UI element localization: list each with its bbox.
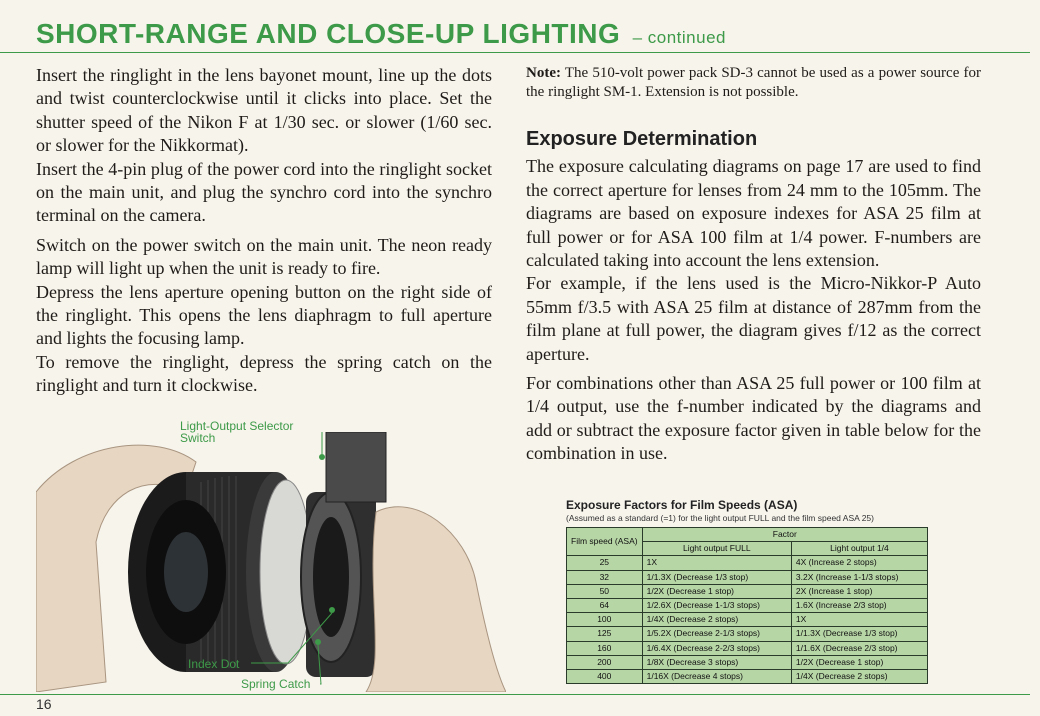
header-factor: Factor (642, 528, 927, 542)
spring-catch-label: Spring Catch (241, 677, 311, 691)
continued-label: – continued (632, 28, 726, 47)
right-column (526, 64, 981, 466)
left-column (36, 64, 492, 398)
note-label: Note: (526, 65, 561, 81)
table-row: 50 1/2X (Decrease 1 stop) 2X (Increase 1 stop) (567, 584, 928, 598)
paragraph: Insert the ringlight in the lens bayonet mount, line up the dots and twist counterclockwise until it clicks into place. Set the shutter speed of the Nikon F at 1/30 sec. or slower (1/60 sec. or slower for the Nikkormat). (36, 65, 492, 156)
table-row: 125 1/5.2X (Decrease 2-1/3 stops) 1/1.3X (Decrease 1/3 stop) (567, 627, 928, 641)
index-dot-label: Index Dot (188, 657, 240, 671)
paragraph: For combinations other than ASA 25 full power or 100 film at 1/4 output, use the f-number indicated by the diagrams and add or subtract the exposure factor given in table below for the combination in use. (526, 373, 981, 464)
paragraph: Switch on the power switch on the main unit. The neon ready lamp will light up when the unit is ready to fire. (36, 234, 492, 279)
table-row: 200 1/8X (Decrease 3 stops) 1/2X (Decrease 1 stop) (567, 655, 928, 669)
selector-switch-label: Light-Output Selector Switch (180, 419, 294, 445)
header-film-speed: Film speed (ASA) (567, 528, 643, 556)
note-text: The 510-volt power pack SD-3 cannot be used as a power source for the ringlight SM-1. Extension is not possible. (526, 65, 981, 100)
page-title-text: SHORT-RANGE AND CLOSE-UP LIGHTING (36, 18, 621, 49)
bottom-divider (0, 694, 1030, 695)
note (526, 64, 981, 102)
table-row: 64 1/2.6X (Decrease 1-1/3 stops) 1.6X (Increase 2/3 stop) (567, 598, 928, 612)
ringlight-illustration (36, 432, 506, 692)
section-heading: Exposure Determination (526, 128, 758, 150)
title-divider (0, 52, 1030, 53)
table-title: Exposure Factors for Film Speeds (ASA) (566, 498, 798, 512)
paragraph: For example, if the lens used is the Micro-Nikkor-P Auto 55mm f/3.5 with ASA 25 film at distance of 287mm from the film plane at full power, the diagram gives f/12 as the correct aperture. (526, 273, 981, 364)
table-row: 25 1X 4X (Increase 2 stops) (567, 556, 928, 570)
paragraph: Insert the 4-pin plug of the power cord into the ringlight socket on the main unit, and plug the synchro cord into the synchro terminal on the camera. (36, 158, 492, 226)
table-row: 32 1/1.3X (Decrease 1/3 stop) 3.2X (Increase 1-1/3 stops) (567, 570, 928, 584)
paragraph: To remove the ringlight, depress the spring catch on the ringlight and turn it clockwise. (36, 351, 492, 396)
page-title (36, 18, 726, 50)
header-light-quarter: Light output 1/4 (791, 542, 927, 556)
ringlight-photo (36, 419, 506, 692)
paragraph: Depress the lens aperture opening button on the right side of the ringlight. This opens the lens diaphragm to full aperture and lights the focusing lamp. (36, 281, 492, 349)
exposure-factor-table (566, 527, 928, 684)
paragraph: The exposure calculating diagrams on page 17 are used to find the correct aperture for lenses from 24 mm to the 105mm. The diagrams are based on exposure indexes for ASA 25 film at full power or for ASA 100 film at 1/4 power. F-numbers are calculated taking into account the lens extension. (526, 156, 981, 271)
table-row: 100 1/4X (Decrease 2 stops) 1X (567, 613, 928, 627)
table-row: 400 1/16X (Decrease 4 stops) 1/4X (Decrease 2 stops) (567, 669, 928, 683)
table-subtitle: (Assumed as a standard (=1) for the light output FULL and the film speed ASA 25) (566, 513, 874, 523)
header-light-full: Light output FULL (642, 542, 791, 556)
page-number: 16 (36, 696, 52, 712)
table-row: 160 1/6.4X (Decrease 2-2/3 stops) 1/1.6X (Decrease 2/3 stop) (567, 641, 928, 655)
